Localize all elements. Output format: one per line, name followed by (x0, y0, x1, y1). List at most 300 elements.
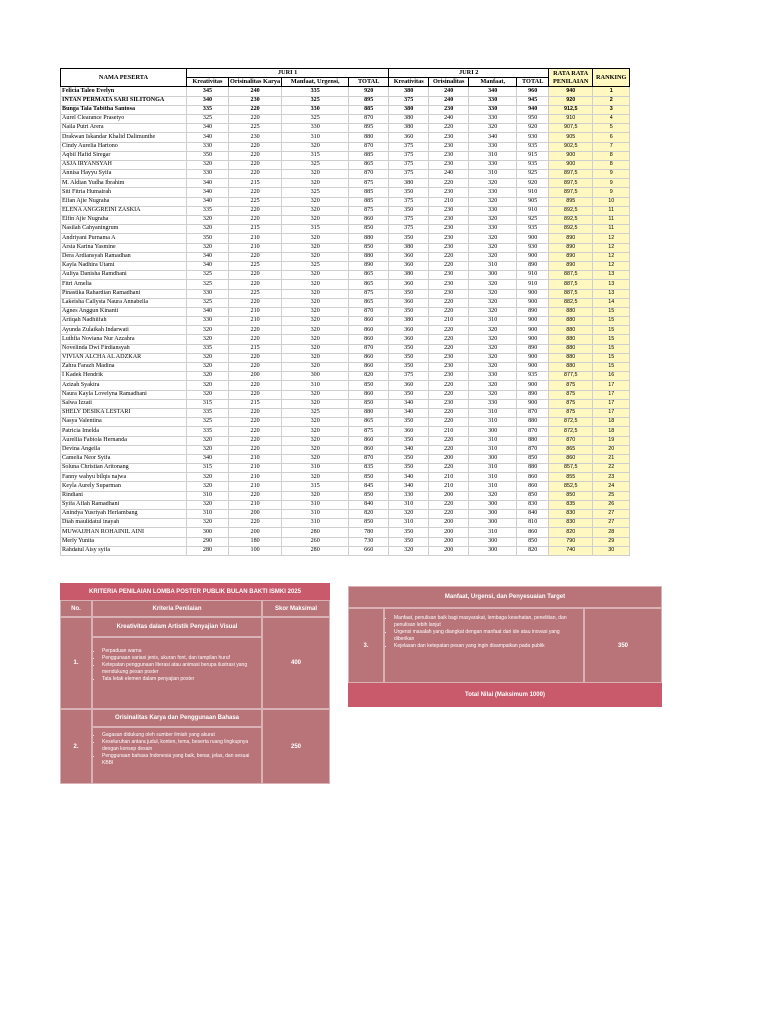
score-cell: 25 (593, 491, 630, 500)
score-cell: 865 (349, 418, 389, 427)
score-cell: 880 (349, 408, 389, 417)
score-cell: 900 (549, 151, 593, 160)
score-cell: 320 (187, 436, 229, 445)
score-cell: 900 (517, 363, 549, 372)
table-row (61, 528, 630, 537)
score-cell: 360 (389, 427, 429, 436)
criteria-point: • Gagasan didukung oleh sumber ilmiah yang akurat (102, 732, 259, 739)
total-max-label: Total Nilai (Maksimum 1000) (348, 683, 662, 707)
participant-name: Annisa Hayyu Syifa (61, 170, 187, 179)
score-cell: 875 (549, 408, 593, 417)
score-cell: 870 (349, 170, 389, 179)
score-cell: 877,5 (549, 372, 593, 381)
score-cell: 860 (549, 454, 593, 463)
participant-name: Naura Kayla Lovelyna Ramadhani (61, 390, 187, 399)
score-cell: 320 (469, 252, 517, 261)
score-cell: 880 (549, 317, 593, 326)
score-cell: 897,5 (549, 170, 593, 179)
participant-name: Anindya Yusriyah Herlambang (61, 510, 187, 519)
score-cell: 300 (469, 427, 517, 436)
score-cell: 17 (593, 381, 630, 390)
score-cell: 310 (469, 482, 517, 491)
participant-name: Elfan Ajie Nugraha (61, 197, 187, 206)
score-cell: 320 (282, 271, 349, 280)
score-cell: 880 (517, 436, 549, 445)
score-cell: 3 (593, 105, 630, 114)
score-cell: 375 (389, 160, 429, 169)
score-cell: 310 (469, 170, 517, 179)
score-cell: 310 (469, 317, 517, 326)
participant-name: SHELY DESIKA LESTARI (61, 408, 187, 417)
score-cell: 340 (187, 454, 229, 463)
score-cell: 910 (517, 188, 549, 197)
score-cell: 350 (187, 151, 229, 160)
score-cell: 220 (229, 160, 282, 169)
score-cell: 200 (229, 528, 282, 537)
score-cell: 20 (593, 445, 630, 454)
score-cell: 870 (349, 344, 389, 353)
score-cell: 875 (549, 381, 593, 390)
participant-name: Arsia Karina Yasmine (61, 243, 187, 252)
participant-name: Pinastika Rahardian Ramadhani (61, 289, 187, 298)
criteria-card (60, 583, 330, 784)
participant-name: Nasilah Cahyaningrum (61, 225, 187, 234)
score-cell: 320 (187, 473, 229, 482)
score-cell: 320 (282, 289, 349, 298)
score-cell: 8 (593, 160, 630, 169)
table-row (61, 399, 630, 408)
score-cell: 340 (389, 473, 429, 482)
score-cell: 335 (187, 344, 229, 353)
col-criteria-header: Kriteria Penilaian (92, 600, 262, 617)
table-row (61, 482, 630, 491)
table-row (61, 491, 630, 500)
score-cell: 375 (389, 170, 429, 179)
score-cell: 870 (349, 307, 389, 316)
score-cell: 325 (187, 298, 229, 307)
score-cell: 220 (229, 335, 282, 344)
score-cell: 320 (282, 335, 349, 344)
score-cell: 12 (593, 252, 630, 261)
score-cell: 315 (282, 151, 349, 160)
score-cell: 360 (389, 280, 429, 289)
score-cell: 350 (389, 234, 429, 243)
table-row (61, 197, 630, 206)
score-cell: 320 (282, 234, 349, 243)
participant-name: Zahra Farazh Madina (61, 363, 187, 372)
score-cell: 907,5 (549, 124, 593, 133)
score-cell: 220 (229, 216, 282, 225)
score-cell: 885 (349, 197, 389, 206)
score-cell: 330 (187, 289, 229, 298)
score-cell: 14 (593, 298, 630, 307)
score-cell: 880 (549, 335, 593, 344)
score-cell: 12 (593, 243, 630, 252)
score-cell: 920 (349, 87, 389, 96)
score-cell: 892,5 (549, 216, 593, 225)
score-cell: 330 (469, 160, 517, 169)
participant-name: Felicia Taleo Evelyn (61, 87, 187, 96)
score-cell: 10 (593, 197, 630, 206)
score-cell: 860 (349, 216, 389, 225)
score-cell: 860 (349, 335, 389, 344)
table-row (61, 353, 630, 362)
table-row (61, 289, 630, 298)
score-cell: 350 (389, 363, 429, 372)
criteria-point: • Keseluruhan antara judul, konten, tema, beserta ruang lingkupnya dengan konsep desain (102, 739, 259, 753)
criteria-point: • Penggunaan bahasa Indonesia yang baik, benar, jelas, dan sesuai KBBI (102, 753, 259, 767)
score-cell: 320 (469, 280, 517, 289)
score-cell: 310 (282, 464, 349, 473)
score-cell: 215 (229, 399, 282, 408)
score-cell: 310 (187, 510, 229, 519)
criteria-point: • Tata letak elemen dalam penyajian poster (102, 676, 259, 683)
score-cell: 315 (282, 225, 349, 234)
sec3-title: Manfaat, Urgensi, dan Penyesuaian Target (348, 586, 662, 608)
score-cell: 890 (549, 252, 593, 261)
score-cell: 880 (549, 363, 593, 372)
score-cell: 300 (469, 271, 517, 280)
score-cell: 300 (282, 372, 349, 381)
score-cell: 900 (517, 234, 549, 243)
score-cell: 320 (282, 491, 349, 500)
score-cell: 900 (517, 399, 549, 408)
score-cell: 920 (549, 96, 593, 105)
table-row (61, 298, 630, 307)
score-cell: 11 (593, 225, 630, 234)
header-orisinalitas-1: Orisinalitas Karya (230, 78, 281, 86)
score-cell: 857,5 (549, 464, 593, 473)
score-cell: 220 (429, 436, 469, 445)
table-row (61, 151, 630, 160)
criteria-point: • Kejelasan dan ketepatan pesan yang ingin disampaikan pada publik (394, 643, 577, 650)
score-cell: 320 (469, 326, 517, 335)
score-cell: 21 (593, 454, 630, 463)
score-cell: 310 (469, 464, 517, 473)
score-cell: 220 (429, 326, 469, 335)
score-cell: 310 (469, 261, 517, 270)
score-cell: 320 (187, 482, 229, 491)
participant-name: Patricia Imelda (61, 427, 187, 436)
score-cell: 912,5 (549, 105, 593, 114)
score-cell: 850 (549, 491, 593, 500)
score-cell: 9 (593, 170, 630, 179)
score-cell: 915 (517, 151, 549, 160)
score-cell: 850 (349, 243, 389, 252)
score-cell: 230 (429, 142, 469, 151)
sec3-score: 350 (584, 608, 662, 683)
score-cell: 240 (429, 87, 469, 96)
score-cell: 320 (187, 243, 229, 252)
score-cell: 320 (282, 390, 349, 399)
table-row (61, 427, 630, 436)
score-cell: 9 (593, 179, 630, 188)
score-cell: 900 (517, 317, 549, 326)
score-cell: 320 (282, 243, 349, 252)
score-cell: 920 (517, 124, 549, 133)
score-cell: 375 (389, 151, 429, 160)
header-total-1: TOTAL (349, 78, 389, 87)
score-cell: 310 (469, 436, 517, 445)
score-cell: 320 (187, 363, 229, 372)
score-cell: 875 (349, 206, 389, 215)
score-cell: 320 (469, 390, 517, 399)
score-cell: 320 (282, 252, 349, 261)
header-manfaat-2: Manfaat, (469, 78, 517, 87)
table-row (61, 188, 630, 197)
score-cell: 320 (187, 225, 229, 234)
score-cell: 260 (282, 537, 349, 546)
score-cell: 210 (429, 317, 469, 326)
score-cell: 320 (469, 353, 517, 362)
table-row (61, 271, 630, 280)
score-cell: 930 (517, 243, 549, 252)
score-cell: 220 (229, 271, 282, 280)
score-cell: 855 (549, 473, 593, 482)
participant-name: Novelinda Dwi Firdiansyah (61, 344, 187, 353)
score-cell: 310 (469, 151, 517, 160)
score-cell: 820 (349, 372, 389, 381)
criteria-card-2 (348, 586, 662, 707)
score-cell: 6 (593, 133, 630, 142)
score-cell: 11 (593, 216, 630, 225)
score-cell: 340 (187, 124, 229, 133)
score-cell: 890 (349, 261, 389, 270)
score-cell: 850 (349, 381, 389, 390)
table-row (61, 142, 630, 151)
score-cell: 23 (593, 473, 630, 482)
score-cell: 310 (282, 510, 349, 519)
table-row (61, 280, 630, 289)
score-cell: 340 (187, 252, 229, 261)
score-cell: 320 (469, 307, 517, 316)
score-cell: 220 (429, 179, 469, 188)
score-cell: 900 (549, 160, 593, 169)
score-cell: 230 (229, 133, 282, 142)
score-cell: 660 (349, 546, 389, 555)
score-cell: 325 (187, 114, 229, 123)
score-cell: 290 (187, 537, 229, 546)
score-cell: 13 (593, 280, 630, 289)
score-cell: 870 (517, 408, 549, 417)
score-cell: 875 (349, 289, 389, 298)
score-cell: 340 (469, 133, 517, 142)
score-cell: 887,5 (549, 280, 593, 289)
participant-name: Nasya Valentina (61, 418, 187, 427)
score-cell: 200 (429, 454, 469, 463)
score-cell: 320 (187, 390, 229, 399)
score-cell: 360 (389, 326, 429, 335)
score-cell: 240 (429, 114, 469, 123)
score-cell: 325 (282, 261, 349, 270)
score-cell: 230 (429, 225, 469, 234)
header-total-2: TOTAL (517, 78, 549, 87)
score-cell: 310 (282, 500, 349, 509)
score-cell: 5 (593, 124, 630, 133)
score-cell: 220 (229, 206, 282, 215)
score-cell: 26 (593, 500, 630, 509)
score-cell: 220 (429, 381, 469, 390)
score-cell: 220 (229, 390, 282, 399)
score-cell: 220 (229, 298, 282, 307)
score-cell: 9 (593, 188, 630, 197)
score-cell: 320 (469, 234, 517, 243)
score-cell: 230 (429, 133, 469, 142)
score-cell: 380 (389, 87, 429, 96)
criteria-point: • Manfaat, penulisan baik bagi masyarakat, lembaga kesehatan, penelitian, dan penulisan lebih lanjut (394, 615, 577, 629)
score-cell: 375 (389, 197, 429, 206)
score-cell: 375 (389, 225, 429, 234)
score-cell: 210 (429, 482, 469, 491)
score-cell: 375 (389, 142, 429, 151)
score-cell: 1 (593, 87, 630, 96)
table-row (61, 252, 630, 261)
score-cell: 350 (389, 307, 429, 316)
score-cell: 350 (389, 390, 429, 399)
participant-name: Fanny wahyu bilqis najwa (61, 473, 187, 482)
score-cell: 850 (517, 454, 549, 463)
score-cell: 215 (229, 344, 282, 353)
score-cell: 30 (593, 546, 630, 555)
score-cell: 230 (429, 372, 469, 381)
score-cell: 320 (469, 179, 517, 188)
score-cell: 240 (429, 96, 469, 105)
score-cell: 220 (229, 519, 282, 528)
score-cell: 320 (282, 170, 349, 179)
score-cell: 18 (593, 418, 630, 427)
participant-name: Kayla Nadhira Utami (61, 261, 187, 270)
header-kreativitas-2: Kreativitas (389, 78, 429, 87)
score-cell: 220 (429, 124, 469, 133)
score-cell: 330 (187, 142, 229, 151)
score-cell: 230 (229, 96, 282, 105)
score-cell: 360 (389, 133, 429, 142)
score-cell: 880 (549, 344, 593, 353)
score-cell: 225 (229, 197, 282, 206)
score-table (60, 68, 630, 556)
score-cell: 11 (593, 206, 630, 215)
score-cell: 820 (349, 510, 389, 519)
score-cell: 360 (389, 298, 429, 307)
score-cell: 940 (517, 105, 549, 114)
score-cell: 900 (517, 252, 549, 261)
score-cell: 875 (549, 399, 593, 408)
score-cell: 960 (517, 87, 549, 96)
score-cell: 325 (282, 188, 349, 197)
score-cell: 240 (229, 87, 282, 96)
score-cell: 340 (187, 307, 229, 316)
score-cell: 210 (229, 500, 282, 509)
score-cell: 230 (429, 271, 469, 280)
score-cell: 17 (593, 390, 630, 399)
score-cell: 330 (469, 142, 517, 151)
score-cell: 220 (229, 280, 282, 289)
score-cell: 335 (187, 427, 229, 436)
score-cell: 835 (549, 500, 593, 509)
table-row (61, 335, 630, 344)
score-cell: 900 (517, 335, 549, 344)
participant-name: Naila Putri Arera (61, 124, 187, 133)
score-cell: 8 (593, 151, 630, 160)
participant-name: M. Aldian Yudha Ibrahim (61, 179, 187, 188)
score-cell: 360 (389, 261, 429, 270)
score-cell: 885 (349, 151, 389, 160)
score-cell: 220 (229, 326, 282, 335)
table-row (61, 225, 630, 234)
score-cell: 310 (389, 519, 429, 528)
table-row (61, 381, 630, 390)
score-cell: 890 (549, 234, 593, 243)
score-cell: 210 (229, 473, 282, 482)
score-cell: 892,5 (549, 225, 593, 234)
table-row (61, 317, 630, 326)
score-cell: 945 (517, 96, 549, 105)
score-cell: 315 (282, 482, 349, 491)
score-cell: 835 (349, 464, 389, 473)
score-cell: 340 (469, 87, 517, 96)
table-row (61, 436, 630, 445)
score-cell: 210 (229, 454, 282, 463)
score-cell: 820 (517, 546, 549, 555)
score-cell: 320 (282, 216, 349, 225)
score-cell: 320 (282, 326, 349, 335)
table-row (61, 243, 630, 252)
score-cell: 320 (282, 280, 349, 289)
table-row (61, 537, 630, 546)
criteria-point: • Penggunaan variasi jenis, ukuran font, dan tampilan huruf (102, 655, 259, 662)
score-cell: 860 (349, 445, 389, 454)
participant-name: Aurel Clearance Prasetyo (61, 114, 187, 123)
score-cell: 320 (282, 399, 349, 408)
score-cell: 380 (389, 179, 429, 188)
header-juri-1: JURI 1 (187, 69, 389, 78)
score-cell: 860 (349, 363, 389, 372)
score-cell: 15 (593, 363, 630, 372)
score-cell: 220 (429, 445, 469, 454)
score-cell: 910 (517, 271, 549, 280)
score-cell: 925 (517, 216, 549, 225)
header-orisinalitas-2: Orisinalitas (429, 78, 469, 87)
col-score-header: Skor Maksimal (262, 600, 330, 617)
score-cell: 27 (593, 519, 630, 528)
participant-name: I Kadek Hendrik (61, 372, 187, 381)
table-row (61, 124, 630, 133)
score-cell: 902,5 (549, 142, 593, 151)
score-cell: 320 (389, 510, 429, 519)
score-cell: 340 (187, 188, 229, 197)
score-cell: 350 (389, 436, 429, 445)
score-cell: 360 (389, 252, 429, 261)
score-cell: 897,5 (549, 188, 593, 197)
score-cell: 350 (187, 234, 229, 243)
score-cell: 340 (187, 96, 229, 105)
score-cell: 900 (517, 353, 549, 362)
score-cell: 200 (229, 510, 282, 519)
score-cell: 897,5 (549, 179, 593, 188)
score-cell: 940 (549, 87, 593, 96)
score-cell: 210 (429, 427, 469, 436)
score-cell: 740 (549, 546, 593, 555)
score-cell: 310 (187, 491, 229, 500)
score-cell: 350 (389, 537, 429, 546)
score-cell: 330 (469, 372, 517, 381)
score-cell: 850 (517, 491, 549, 500)
score-cell: 315 (187, 399, 229, 408)
score-cell: 890 (549, 243, 593, 252)
participant-name: Diah maulidatul inayah (61, 519, 187, 528)
score-cell: 300 (469, 510, 517, 519)
col-no-header: No. (60, 600, 92, 617)
